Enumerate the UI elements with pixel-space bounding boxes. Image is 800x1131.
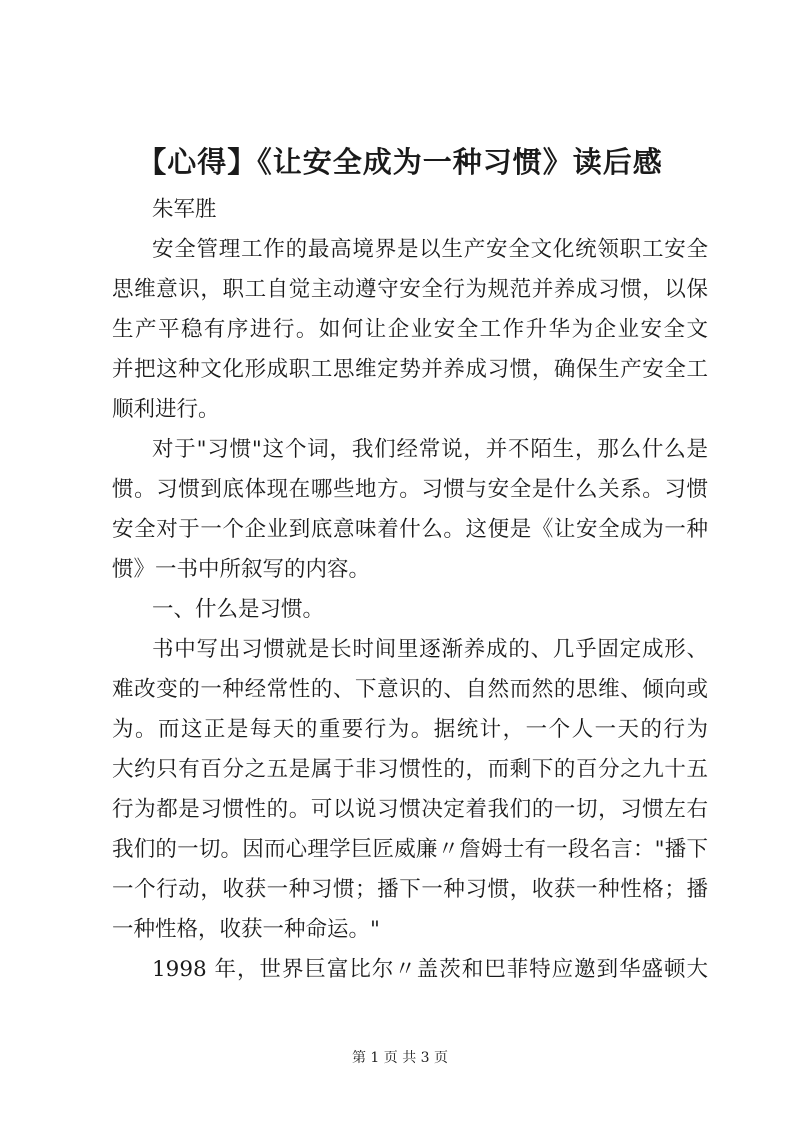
text-line: 一个行动，收获一种习惯；播下一种习惯，收获一种性格；播 (112, 877, 708, 902)
text-line: 顺利进行。 (112, 397, 220, 422)
page-footer: 第 1 页 共 3 页 (351, 1050, 449, 1066)
author-line: 朱军胜 (152, 197, 217, 222)
text-line: 难改变的一种经常性的、下意识的、自然而然的思维、倾向或 (112, 677, 708, 702)
text-line: 1998 年，世界巨富比尔〃盖茨和巴菲特应邀到华盛顿大 (152, 957, 708, 982)
text-line: 安全对于一个企业到底意味着什么。这便是《让安全成为一种 (112, 517, 708, 542)
text-line: 行为都是习惯性的。可以说习惯决定着我们的一切，习惯左右 (112, 797, 708, 822)
text-line: 思维意识，职工自觉主动遵守安全行为规范并养成习惯，以保 (112, 277, 708, 302)
text-line: 安全管理工作的最高境界是以生产安全文化统领职工安全 (152, 237, 708, 262)
text-line: 为。而这正是每天的重要行为。据统计，一个人一天的行为 (112, 717, 708, 742)
text-line: 惯》一书中所叙写的内容。 (112, 557, 371, 582)
text-line: 生产平稳有序进行。如何让企业安全工作升华为企业安全文 (112, 317, 708, 342)
text-line: 大约只有百分之五是属于非习惯性的，而剩下的百分之九十五 (112, 757, 708, 782)
text-line: 惯。习惯到底体现在哪些地方。习惯与安全是什么关系。习惯 (112, 477, 708, 502)
text-line: 一、什么是习惯。 (152, 597, 325, 622)
document-body (112, 190, 708, 990)
document-title: 【心得】《让安全成为一种习惯》读后感 (137, 145, 663, 179)
text-line: 并把这种文化形成职工思维定势并养成习惯，确保生产安全工 (112, 357, 708, 382)
text-line: 一种性格，收获一种命运。" (112, 917, 380, 942)
paragraph-lines (112, 230, 708, 990)
text-line: 对于"习惯"这个词，我们经常说，并不陌生，那么什么是 (152, 437, 708, 462)
text-line: 书中写出习惯就是长时间里逐渐养成的、几乎固定成形、 (152, 637, 708, 662)
text-line: 我们的一切。因而心理学巨匠威廉〃詹姆士有一段名言："播下 (112, 837, 708, 862)
